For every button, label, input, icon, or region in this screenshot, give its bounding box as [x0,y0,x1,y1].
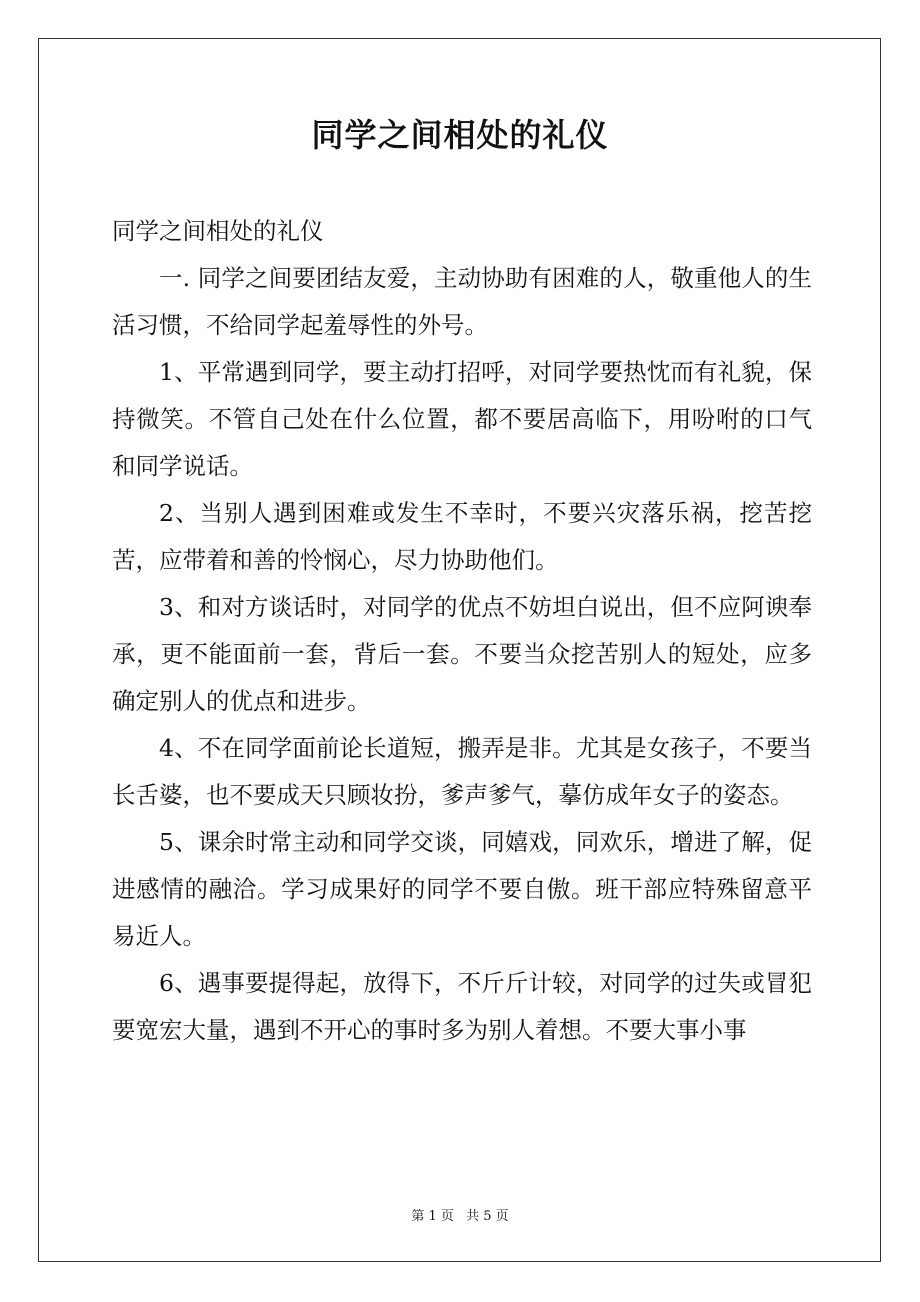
paragraph: 6、遇事要提得起，放得下，不斤斤计较，对同学的过失或冒犯要宽宏大量，遇到不开心的事时多为别人着想。不要大事小事 [112,969,812,1044]
paragraph: 2、当别人遇到困难或发生不幸时，不要兴灾落乐祸，挖苦挖苦，应带着和善的怜悯心，尽力协助他们。 [112,499,812,574]
page-total: 共 5 页 [466,1209,509,1224]
paragraph: 3、和对方谈话时，对同学的优点不妨坦白说出，但不应阿谀奉承，更不能面前一套，背后一套。不要当众挖苦别人的短处，应多确定别人的优点和进步。 [112,593,812,715]
paragraph: 5、课余时常主动和同学交谈，同嬉戏，同欢乐，增进了解，促进感情的融洽。学习成果好的同学不要自傲。班干部应特殊留意平易近人。 [112,828,812,950]
paragraph: 一. 同学之间要团结友爱，主动协助有困难的人，敬重他人的生活习惯，不给同学起羞辱性的外号。 [112,264,812,339]
page-number: 第 1 页 [411,1209,454,1224]
paragraph: 1、平常遇到同学，要主动打招呼，对同学要热忱而有礼貌，保持微笑。不管自己处在什么位置，都不要居高临下，用吩咐的口气和同学说话。 [112,358,812,480]
page-footer [0,1208,920,1226]
document-body [112,208,812,1054]
document-title: 同学之间相处的礼仪 [311,116,609,154]
document-subtitle: 同学之间相处的礼仪 [112,217,324,245]
paragraph: 4、不在同学面前论长道短，搬弄是非。尤其是女孩子，不要当长舌婆，也不要成天只顾妆扮，爹声爹气，摹仿成年女子的姿态。 [112,734,812,809]
